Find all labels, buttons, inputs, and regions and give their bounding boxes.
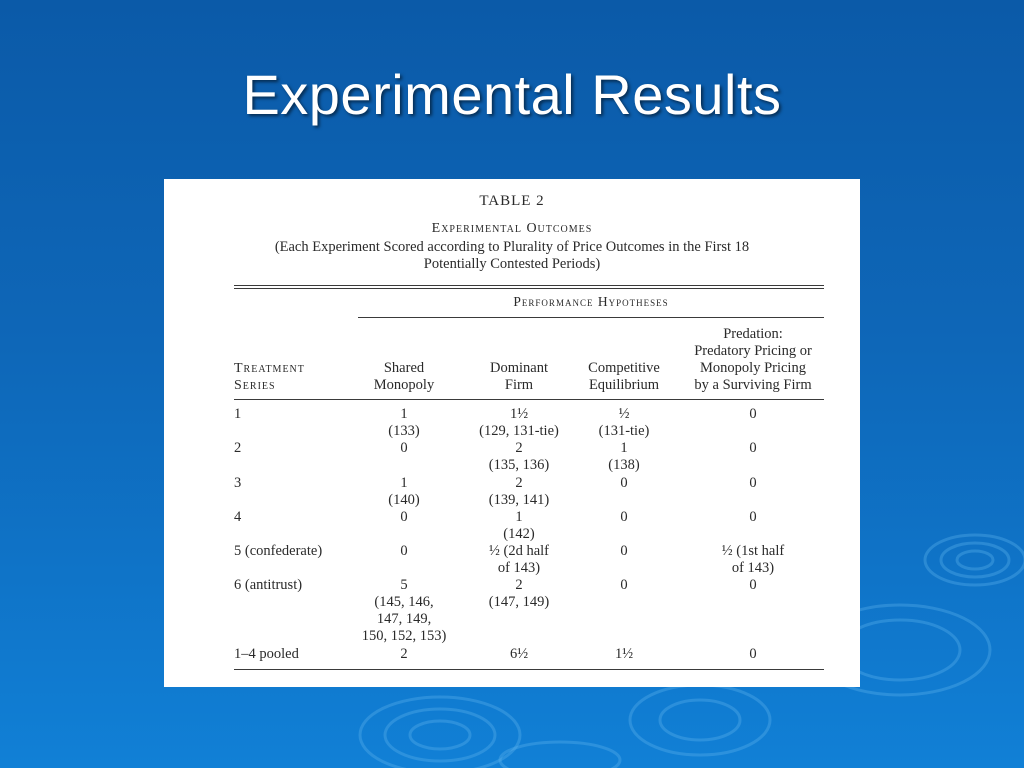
cell-competitive: 0 <box>620 577 628 593</box>
slide-title: Experimental Results <box>242 63 782 126</box>
cell-shared: 0 <box>400 543 408 559</box>
cell-predation: 0 <box>749 440 757 456</box>
cell-dominant: 2 (147, 149) <box>488 577 550 610</box>
row-series-label: 4 <box>234 509 242 525</box>
cell-predation: 0 <box>749 646 757 662</box>
cell-predation: 0 <box>749 406 757 422</box>
row-series-label: 6 (antitrust) <box>234 577 303 593</box>
table-note-line-2: Potentially Contested Periods) <box>423 256 601 272</box>
cell-competitive: 0 <box>620 543 628 559</box>
cell-dominant: ½ (2d half of 143) <box>489 543 549 576</box>
row-series-label: 1–4 pooled <box>234 646 299 662</box>
table-note-line-1: (Each Experiment Scored according to Plurality of Price Outcomes in the First 18 <box>274 239 750 255</box>
row-series-label: 1 <box>234 406 242 422</box>
cell-predation: 0 <box>749 475 757 491</box>
row-series-label: 2 <box>234 440 242 456</box>
top-rule <box>234 285 824 286</box>
cell-competitive: 1½ <box>614 646 634 662</box>
cell-dominant: 1 (142) <box>503 509 535 542</box>
col-header-treatment: Treatment Series <box>234 361 305 393</box>
table-number: TABLE 2 <box>479 193 545 209</box>
cell-dominant: 2 (135, 136) <box>488 440 550 473</box>
col-header-shared-monopoly: Shared Monopoly <box>373 360 435 393</box>
table-image <box>164 179 860 687</box>
cell-competitive: ½ (131-tie) <box>598 406 650 439</box>
cell-shared: 1 (140) <box>388 475 420 508</box>
top-rule-2 <box>234 288 824 289</box>
cell-dominant: 1½ (129, 131-tie) <box>479 406 559 439</box>
col-header-dominant-firm: Dominant Firm <box>490 360 548 393</box>
cell-shared: 0 <box>400 440 408 456</box>
cell-dominant: 6½ <box>509 646 529 662</box>
cell-predation: 0 <box>749 577 757 593</box>
cell-competitive: 1 (138) <box>608 440 640 473</box>
cell-predation: ½ (1st half of 143) <box>721 543 785 576</box>
cell-competitive: 0 <box>620 475 628 491</box>
header-rule <box>234 399 824 400</box>
bottom-rule <box>234 669 824 670</box>
cell-shared: 1 (133) <box>388 406 420 439</box>
row-series-label: 3 <box>234 475 242 491</box>
table-caption: Experimental Outcomes <box>431 221 593 236</box>
group-header: Performance Hypotheses <box>513 294 669 309</box>
cell-shared: 2 <box>400 646 408 662</box>
cell-shared: 0 <box>400 509 408 525</box>
row-series-label: 5 (confederate) <box>234 543 323 559</box>
cell-dominant: 2 (139, 141) <box>488 475 550 508</box>
cell-shared: 5 (145, 146, 147, 149, 150, 152, 153) <box>361 577 447 644</box>
group-rule <box>358 317 824 318</box>
cell-competitive: 0 <box>620 509 628 525</box>
col-header-competitive-equilibrium: Competitive Equilibrium <box>588 360 660 393</box>
col-header-predation: Predation: Predatory Pricing or Monopoly Pricing by a Surviving Firm <box>694 326 812 393</box>
cell-predation: 0 <box>749 509 757 525</box>
